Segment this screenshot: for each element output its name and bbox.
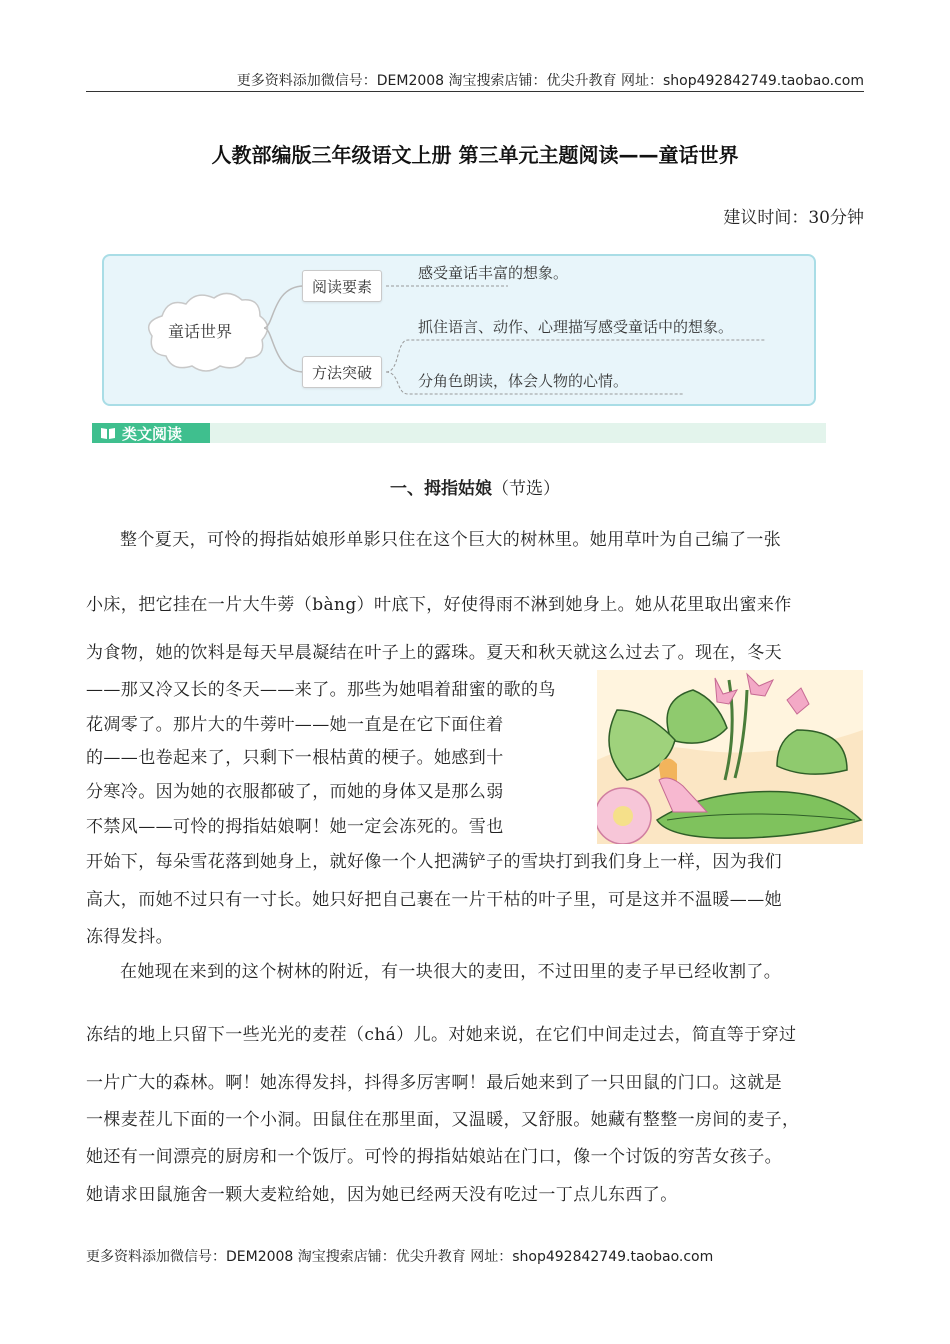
branch-method: 方法突破 (302, 356, 382, 388)
text-line: 分寒冷。因为她的衣服都破了，而她的身体又是那么弱 (86, 782, 504, 802)
mind-map (102, 254, 816, 406)
leaf-imagination: 感受童话丰富的想象。 (418, 264, 569, 282)
text-line: 一片广大的森林。啊！她冻得发抖，抖得多厉害啊！最后她来到了一只田鼠的门口。这就是 (86, 1073, 782, 1093)
leaf-role-reading: 分角色朗读，体会人物的心情。 (418, 372, 629, 390)
thumbelina-illustration (597, 670, 863, 844)
text-line: 为食物，她的饮料是每天早晨凝结在叶子上的露珠。夏天和秋天就这么过去了。现在，冬天 (86, 643, 782, 663)
text-line: 花凋零了。那片大的牛蒡叶——她一直是在它下面住着 (86, 715, 504, 735)
mind-map-root: 童话世界 (168, 322, 233, 341)
section-tag-label: 类文阅读 (122, 424, 183, 443)
text-line: 冻结的地上只留下一些光光的麦茬（chá）儿。对她来说，在它们中间走过去，简直等于穿过 (86, 1025, 797, 1045)
page-footer: 更多资料添加微信号：DEM2008 淘宝搜索店铺：优尖升教育 网址：shop492842749.taobao.com (86, 1249, 714, 1265)
text-line: ——那又冷又长的冬天——来了。那些为她唱着甜蜜的歌的鸟 (86, 680, 556, 700)
text-line: 她还有一间漂亮的厨房和一个饭厅。可怜的拇指姑娘站在门口，像一个讨饭的穷苦女孩子。 (86, 1147, 782, 1167)
text-line: 一棵麦茬儿下面的一个小洞。田鼠住在那里面，又温暖，又舒服。她藏有整整一房间的麦子， (86, 1110, 800, 1130)
book-icon (100, 426, 116, 440)
story-title-main: 一、拇指姑娘 (390, 479, 492, 499)
text-line: 高大，而她不过只有一寸长。她只好把自己裹在一片干枯的叶子里，可是这并不温暖——她 (86, 890, 782, 910)
section-tag (92, 423, 210, 443)
text-line: 不禁风——可怜的拇指姑娘啊！她一定会冻死的。雪也 (86, 817, 504, 837)
story-title-suffix: （节选） (492, 479, 560, 499)
text-line: 小床，把它挂在一片大牛蒡（bàng）叶底下，好使得雨不淋到她身上。她从花里取出蜜来作 (86, 595, 792, 615)
suggested-time: 建议时间：30分钟 (723, 208, 864, 228)
leaf-line-2 (386, 340, 766, 372)
text-line: 她请求田鼠施舍一颗大麦粒给她，因为她已经两天没有吃过一丁点儿东西了。 (86, 1185, 678, 1205)
leaf-description: 抓住语言、动作、心理描写感受童话中的想象。 (418, 318, 734, 336)
branch-reading-elements: 阅读要素 (302, 270, 382, 302)
text-line: 在她现在来到的这个树林的附近，有一块很大的麦田，不过田里的麦子早已经收割了。 (120, 962, 782, 982)
page-header: 更多资料添加微信号：DEM2008 淘宝搜索店铺：优尖升教育 网址：shop492842749.taobao.com (236, 73, 864, 89)
text-line: 开始下，每朵雪花落到她身上，就好像一个人把满铲子的雪块打到我们身上一样，因为我们 (86, 852, 782, 872)
root-branch-line (264, 286, 304, 372)
text-line: 冻得发抖。 (86, 927, 173, 947)
text-line: 整个夏天，可怜的拇指姑娘形单影只住在这个巨大的树林里。她用草叶为自己编了一张 (120, 530, 782, 550)
section-bar (92, 423, 826, 443)
header-divider (86, 91, 864, 92)
page-title: 人教部编版三年级语文上册 第三单元主题阅读——童话世界 (211, 143, 739, 167)
text-line: 的——也卷起来了，只剩下一根枯黄的梗子。她感到十 (86, 748, 504, 768)
story-title (0, 474, 950, 499)
